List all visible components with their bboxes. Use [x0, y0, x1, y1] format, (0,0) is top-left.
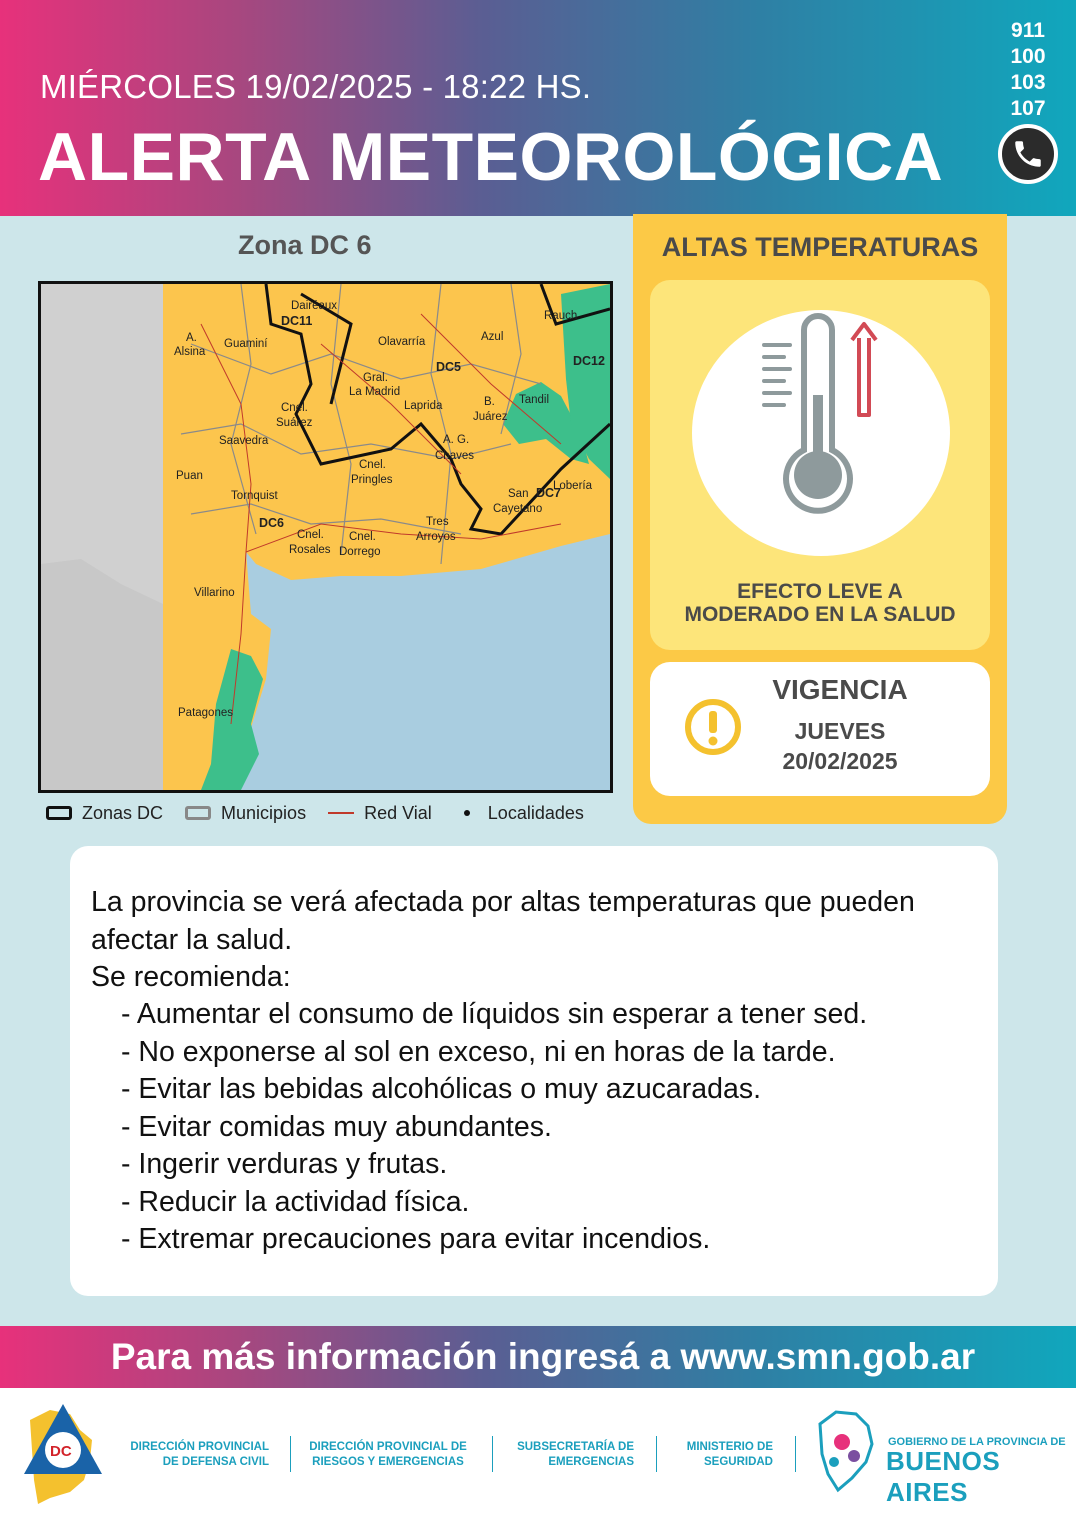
map-label: Laprida — [404, 400, 443, 412]
map-label: Lobería — [553, 480, 593, 492]
map-label: Gral. — [363, 372, 388, 384]
zone-title: Zona DC 6 — [238, 230, 372, 260]
thermometer-icon — [692, 310, 950, 556]
org-defensa-civil — [123, 1440, 269, 1470]
org-subsecretaria — [504, 1440, 634, 1470]
legend-item-localidades — [454, 803, 584, 824]
buenos-aires-emblem — [812, 1404, 880, 1494]
map-label: Olavarría — [378, 336, 426, 348]
recommendations-box — [70, 846, 998, 1296]
divider — [492, 1436, 493, 1472]
health-effect-line: MODERADO EN LA SALUD — [684, 603, 956, 626]
map-zone-label: DC11 — [281, 314, 313, 328]
validity-date: 20/02/2025 — [782, 748, 898, 774]
list-item: - Evitar comidas muy abundantes. — [121, 1110, 552, 1143]
map-label: La Madrid — [349, 386, 401, 398]
legend-item-municipios — [185, 803, 306, 824]
validity-day: JUEVES — [794, 718, 886, 744]
org-line: MINISTERIO DE — [686, 1441, 773, 1453]
health-effect-line: EFECTO LEVE A — [737, 580, 903, 603]
phone-number: 107 — [1010, 97, 1046, 120]
gov-name: BUENOS AIRES — [886, 1446, 1001, 1507]
list-item: - Ingerir verduras y frutas. — [121, 1148, 448, 1180]
zone-outline-swatch — [46, 806, 72, 820]
map-label: Cnel. — [359, 459, 386, 471]
map-zone-label: DC12 — [573, 354, 605, 368]
org-line: EMERGENCIAS — [548, 1456, 634, 1468]
validity-title: VIGENCIA — [772, 674, 908, 705]
validity-card — [650, 662, 990, 796]
map-label: Tres — [426, 516, 449, 528]
map-label: Patagones — [178, 707, 233, 719]
header-banner — [0, 0, 1076, 216]
legend-label: Zonas DC — [82, 802, 164, 823]
list-item: - No exponerse al sol en exceso, ni en horas de la tarde. — [121, 1035, 836, 1068]
zone-map — [38, 281, 613, 793]
org-riesgos — [304, 1440, 472, 1470]
map-label: Alsina — [174, 346, 206, 358]
description-line: afectar la salud. — [91, 923, 293, 956]
map-label: Cayetano — [493, 503, 543, 515]
phone-number: 103 — [1010, 71, 1046, 94]
org-line: RIESGOS Y EMERGENCIAS — [312, 1456, 464, 1468]
footer — [0, 1388, 1076, 1522]
map-label: Arroyos — [416, 531, 456, 543]
map-label: Chaves — [435, 450, 474, 462]
map-zone-label: DC6 — [259, 516, 285, 530]
map-label: A. — [186, 332, 197, 344]
list-item: - Reducir la actividad física. — [121, 1185, 470, 1218]
map-label: Guaminí — [224, 338, 268, 350]
map-label: Rauch — [544, 310, 578, 322]
gov-prefix: GOBIERNO DE LA PROVINCIA DE — [888, 1436, 1066, 1448]
alert-description — [91, 884, 981, 997]
org-line: SUBSECRETARÍA DE — [517, 1441, 634, 1453]
map-zone-label: DC7 — [536, 486, 562, 500]
org-ministerio — [666, 1440, 773, 1470]
map-label: Azul — [481, 331, 504, 343]
map-legend — [46, 800, 616, 826]
divider — [795, 1436, 796, 1472]
org-line: DIRECCIÓN PROVINCIAL DE — [309, 1441, 467, 1453]
defensa-civil-logo — [20, 1400, 106, 1506]
municipality-outline-swatch — [185, 806, 211, 820]
map-label: Dairéaux — [291, 300, 338, 312]
list-item: - Aumentar el consumo de líquidos sin esperar a tener sed. — [121, 998, 868, 1030]
map-label: San — [508, 488, 529, 500]
phone-number: 911 — [1011, 19, 1045, 42]
phone-number: 100 — [1010, 45, 1046, 68]
legend-label: Localidades — [487, 802, 584, 823]
map-label: Cnel. — [297, 529, 324, 541]
org-line: SEGURIDAD — [703, 1456, 773, 1468]
map-zone-label: DC5 — [436, 360, 462, 374]
info-band — [0, 1326, 1076, 1388]
legend-label: Municipios — [221, 802, 307, 823]
org-line: DIRECCIÓN PROVINCIAL — [130, 1441, 269, 1453]
map-label: Suárez — [276, 417, 313, 429]
dc-logo-text: DC — [50, 1443, 72, 1460]
map-label: Tandil — [519, 394, 550, 406]
list-item: - Evitar las bebidas alcohólicas o muy azucaradas. — [121, 1073, 761, 1105]
health-effect-text — [650, 580, 990, 626]
map-label: A. G. — [443, 434, 470, 446]
legend-label: Red Vial — [364, 802, 432, 823]
map-label: Tornquist — [231, 490, 278, 502]
map-label: Pringles — [351, 474, 393, 486]
locality-dot-swatch — [464, 810, 470, 816]
map-label: Villarino — [194, 587, 235, 599]
health-effect-card — [650, 280, 990, 650]
phone-icon — [998, 124, 1058, 184]
alert-title: ALERTA METEOROLÓGICA — [38, 119, 944, 195]
legend-item-zonas — [46, 803, 163, 824]
emergency-numbers — [1000, 18, 1056, 122]
recommend-heading: Se recomienda: — [91, 961, 291, 993]
map-label: Dorrego — [339, 546, 381, 558]
map-label: Rosales — [289, 544, 331, 556]
legend-item-red-vial — [328, 803, 432, 824]
divider — [656, 1436, 657, 1472]
more-info-link[interactable]: Para más información ingresá a www.smn.gob.ar — [110, 1336, 976, 1377]
map-label: Puan — [176, 470, 203, 482]
list-item: - Extremar precauciones para evitar incendios. — [121, 1223, 711, 1255]
alert-panel — [633, 214, 1007, 824]
map-label: B. — [484, 396, 495, 408]
description-line: La provincia se verá afectada por altas temperaturas que pueden — [91, 886, 915, 918]
road-line-swatch — [328, 812, 354, 814]
recommendations-list — [121, 996, 867, 1259]
map-label: Saavedra — [219, 435, 269, 447]
map-label: Cnel. — [349, 531, 376, 543]
alert-type-title: ALTAS TEMPERATURAS — [661, 232, 979, 262]
divider — [290, 1436, 291, 1472]
map-label: Juárez — [473, 411, 508, 423]
alert-date: MIÉRCOLES 19/02/2025 - 18:22 HS. — [40, 68, 592, 105]
org-line: DE DEFENSA CIVIL — [162, 1456, 269, 1468]
map-label: Cnel. — [281, 402, 308, 414]
